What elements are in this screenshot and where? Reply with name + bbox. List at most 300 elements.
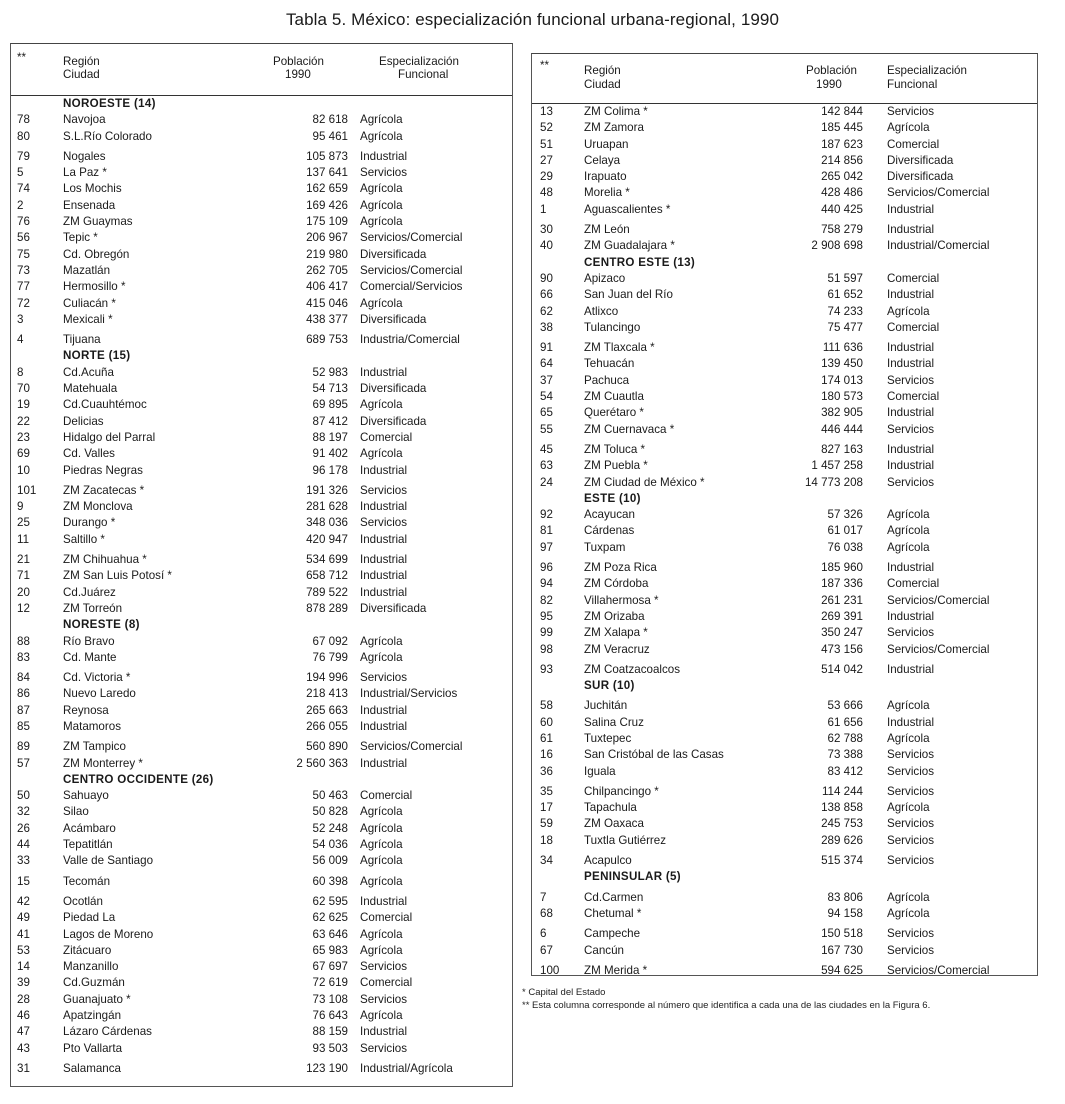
city-name: Querétaro * — [584, 406, 644, 420]
specialization-value: Industrial — [887, 223, 935, 237]
population-value: 265 042 — [821, 170, 863, 184]
city-number: 80 — [17, 129, 30, 143]
city-name: Tepatitlán — [63, 838, 113, 852]
city-number: 83 — [17, 650, 30, 664]
population-value: 245 753 — [821, 817, 863, 831]
city-name: Mazatlán — [63, 263, 111, 277]
population-value: 76 799 — [312, 650, 348, 664]
city-number: 7 — [540, 890, 547, 904]
city-number: 57 — [17, 756, 30, 770]
city-number: 58 — [540, 699, 553, 713]
table-row — [532, 764, 1037, 780]
table-row — [11, 165, 512, 181]
city-name: ZM Orizaba — [584, 609, 645, 623]
table-header — [532, 54, 1037, 104]
table-left — [10, 43, 513, 1087]
city-name: San Cristóbal de las Casas — [584, 748, 724, 762]
city-name: Tepic * — [63, 231, 98, 245]
specialization-value: Servicios/Comercial — [360, 740, 463, 754]
city-number: 81 — [540, 524, 553, 538]
region-name: CENTRO OCCIDENTE (26) — [63, 772, 214, 786]
population-value: 162 659 — [306, 182, 348, 196]
specialization-value: Comercial — [360, 789, 413, 803]
table-row — [532, 120, 1037, 136]
city-name: Cd.Acuña — [63, 365, 114, 379]
city-name: Tapachula — [584, 801, 637, 815]
specialization-value: Servicios/Comercial — [887, 593, 990, 607]
table-row — [532, 356, 1037, 372]
population-value: 123 190 — [306, 1061, 348, 1075]
specialization-value: Diversificada — [360, 382, 427, 396]
table-row — [11, 365, 512, 381]
header-functional: Funcional — [887, 78, 938, 91]
table-row — [11, 943, 512, 959]
table-row — [532, 373, 1037, 389]
city-name: Saltillo * — [63, 532, 105, 546]
table-row — [11, 230, 512, 246]
city-number: 24 — [540, 475, 553, 489]
city-name: Cd.Guzmán — [63, 976, 125, 990]
population-value: 69 895 — [312, 398, 348, 412]
city-name: ZM Cuernavaca * — [584, 422, 675, 436]
city-number: 54 — [540, 390, 553, 404]
table-row — [11, 804, 512, 820]
city-number: 95 — [540, 609, 553, 623]
city-name: ZM Colima * — [584, 105, 648, 118]
table-row — [11, 430, 512, 446]
city-name: Tuxtla Gutiérrez — [584, 833, 667, 847]
population-value: 187 336 — [821, 577, 863, 591]
population-value: 415 046 — [306, 296, 348, 310]
table-row — [532, 169, 1037, 185]
table-row — [11, 894, 512, 910]
city-number: 82 — [540, 593, 553, 607]
header-region: Región — [63, 55, 100, 68]
city-name: Acapulco — [584, 854, 632, 868]
specialization-value: Agrícola — [360, 447, 403, 461]
population-value: 54 713 — [312, 382, 348, 396]
specialization-value: Agrícola — [887, 731, 930, 745]
city-name: Apatzingán — [63, 1009, 122, 1023]
city-name: Iguala — [584, 764, 616, 778]
specialization-value: Agrícola — [887, 540, 930, 554]
city-name: Cancún — [584, 943, 624, 957]
city-name: Reynosa — [63, 703, 109, 717]
table-row — [11, 129, 512, 145]
city-number: 62 — [540, 304, 553, 318]
population-value: 83 806 — [827, 890, 863, 904]
city-number: 70 — [17, 382, 30, 396]
population-value: 206 967 — [306, 231, 348, 245]
table-row — [532, 104, 1037, 120]
table-row — [532, 523, 1037, 539]
specialization-value: Industrial/Agrícola — [360, 1061, 453, 1075]
specialization-value: Industrial — [887, 561, 935, 575]
city-number: 19 — [17, 398, 30, 412]
population-value: 61 656 — [827, 715, 863, 729]
city-number: 59 — [540, 817, 553, 831]
city-number: 76 — [17, 215, 30, 229]
city-number: 42 — [17, 894, 30, 908]
city-number: 16 — [540, 748, 553, 762]
table-row — [11, 515, 512, 531]
population-value: 65 983 — [312, 943, 348, 957]
specialization-value: Servicios — [360, 671, 408, 685]
city-number: 71 — [17, 569, 30, 583]
region-name: NORESTE (8) — [63, 618, 140, 632]
population-value: 56 009 — [312, 854, 348, 868]
city-number: 39 — [17, 976, 30, 990]
specialization-value: Agrícola — [887, 524, 930, 538]
city-number: 79 — [17, 149, 30, 163]
city-number: 30 — [540, 223, 553, 237]
city-name: ZM Tlaxcala * — [584, 341, 655, 355]
population-value: 1 457 258 — [811, 459, 863, 473]
specialization-value: Industrial — [360, 703, 408, 717]
city-number: 75 — [17, 247, 30, 261]
city-name: Piedras Negras — [63, 463, 143, 477]
specialization-value: Agrícola — [360, 805, 403, 819]
city-name: Lagos de Moreno — [63, 927, 154, 941]
table-row — [532, 340, 1037, 356]
table-row — [532, 943, 1037, 959]
population-value: 74 233 — [827, 304, 863, 318]
city-name: ZM Guadalajara * — [584, 239, 675, 253]
city-name: Pto Vallarta — [63, 1041, 123, 1055]
specialization-value: Servicios — [360, 483, 408, 497]
table-row — [11, 149, 512, 165]
city-name: Hidalgo del Parral — [63, 430, 156, 444]
city-number: 44 — [17, 838, 30, 852]
table-row — [11, 992, 512, 1008]
population-value: 446 444 — [821, 422, 863, 436]
specialization-value: Industrial — [360, 463, 408, 477]
city-number: 41 — [17, 927, 30, 941]
specialization-value: Servicios — [360, 516, 408, 530]
table-row — [532, 576, 1037, 592]
population-value: 111 636 — [822, 341, 863, 355]
population-value: 180 573 — [821, 390, 863, 404]
specialization-value: Industrial — [360, 719, 408, 733]
table-row — [532, 560, 1037, 576]
specialization-value: Diversificada — [360, 247, 427, 261]
population-value: 57 326 — [827, 508, 863, 522]
table-row — [11, 296, 512, 312]
specialization-value: Agrícola — [360, 650, 403, 664]
table-header — [11, 44, 512, 96]
specialization-value: Industria/Comercial — [360, 333, 460, 347]
city-number: 28 — [17, 992, 30, 1006]
specialization-value: Industrial — [360, 532, 408, 546]
specialization-value: Servicios/Comercial — [360, 263, 463, 277]
population-value: 789 522 — [306, 585, 348, 599]
population-value: 105 873 — [306, 149, 348, 163]
population-value: 185 445 — [821, 121, 863, 135]
population-value: 93 503 — [312, 1041, 348, 1055]
table-row — [11, 532, 512, 548]
city-number: 12 — [17, 601, 30, 615]
city-number: 13 — [540, 105, 553, 118]
specialization-value: Agrícola — [360, 838, 403, 852]
city-name: ZM Monclova — [63, 500, 133, 514]
region-header-row — [532, 869, 1037, 885]
population-value: 515 374 — [821, 854, 863, 868]
specialization-value: Servicios — [887, 748, 935, 762]
specialization-value: Servicios — [360, 1041, 408, 1055]
table-row — [11, 1041, 512, 1057]
city-number: 23 — [17, 430, 30, 444]
table-row — [11, 552, 512, 568]
specialization-value: Agrícola — [887, 890, 930, 904]
city-name: Apizaco — [584, 271, 626, 285]
population-value: 51 597 — [827, 271, 863, 285]
city-name: Salina Cruz — [584, 715, 644, 729]
city-name: ZM Córdoba — [584, 577, 649, 591]
population-value: 67 092 — [312, 634, 348, 648]
specialization-value: Servicios — [887, 764, 935, 778]
city-name: Lázaro Cárdenas — [63, 1025, 152, 1039]
specialization-value: Agrícola — [360, 1009, 403, 1023]
city-name: Cd. Valles — [63, 447, 115, 461]
population-value: 87 412 — [312, 414, 348, 428]
population-value: 191 326 — [306, 483, 348, 497]
footnote-column: ** Esta columna corresponde al número que identifica a cada una de las ciudades en la Figura 6. — [522, 1000, 931, 1011]
city-name: Nuevo Laredo — [63, 687, 136, 701]
specialization-value: Diversificada — [360, 414, 427, 428]
specialization-value: Agrícola — [887, 906, 930, 920]
city-number: 100 — [540, 963, 560, 977]
specialization-value: Industrial/Comercial — [887, 239, 990, 253]
city-number: 60 — [540, 715, 553, 729]
city-name: ZM Oaxaca — [584, 817, 644, 831]
city-name: Ensenada — [63, 198, 116, 212]
city-number: 35 — [540, 784, 553, 798]
table-row — [11, 910, 512, 926]
city-name: Campeche — [584, 927, 641, 941]
city-number: 69 — [17, 447, 30, 461]
table-row — [11, 686, 512, 702]
city-number: 38 — [540, 320, 553, 334]
specialization-value: Servicios — [887, 833, 935, 847]
specialization-value: Industrial — [887, 406, 935, 420]
population-value: 219 980 — [306, 247, 348, 261]
population-value: 261 231 — [821, 593, 863, 607]
city-name: ZM León — [584, 223, 630, 237]
table-row — [532, 202, 1037, 218]
table-row — [532, 540, 1037, 556]
city-name: Cd.Cuauhtémoc — [63, 398, 147, 412]
city-name: Villahermosa * — [584, 593, 659, 607]
population-value: 61 017 — [827, 524, 863, 538]
region-name: SUR (10) — [584, 679, 635, 693]
city-number: 8 — [17, 365, 24, 379]
city-number: 55 — [540, 422, 553, 436]
city-number: 84 — [17, 671, 30, 685]
population-value: 60 398 — [312, 874, 348, 888]
specialization-value: Agrícola — [360, 198, 403, 212]
city-number: 14 — [17, 960, 30, 974]
population-value: 187 623 — [821, 137, 863, 151]
specialization-value: Comercial — [887, 577, 940, 591]
population-value: 50 828 — [312, 805, 348, 819]
table-row — [11, 397, 512, 413]
specialization-value: Diversificada — [887, 153, 954, 167]
header-year: 1990 — [285, 68, 311, 81]
population-value: 406 417 — [306, 280, 348, 294]
city-number: 51 — [540, 137, 553, 151]
specialization-value: Agrícola — [887, 508, 930, 522]
population-value: 150 518 — [821, 927, 863, 941]
city-name: Celaya — [584, 153, 621, 167]
city-name: ZM Toluca * — [584, 442, 645, 456]
city-number: 46 — [17, 1009, 30, 1023]
specialization-value: Industrial — [360, 500, 408, 514]
city-name: Sahuayo — [63, 789, 109, 803]
region-name: NORTE (15) — [63, 349, 131, 363]
city-number: 37 — [540, 373, 553, 387]
specialization-value: Industrial — [887, 442, 935, 456]
table-row — [532, 784, 1037, 800]
specialization-value: Industrial — [887, 662, 935, 676]
city-name: San Juan del Río — [584, 288, 673, 302]
city-number: 86 — [17, 687, 30, 701]
city-name: Uruapan — [584, 137, 629, 151]
region-header-row — [11, 96, 512, 112]
region-name: CENTRO ESTE (13) — [584, 255, 696, 269]
population-value: 82 618 — [312, 113, 348, 127]
city-number: 67 — [540, 943, 553, 957]
city-number: 65 — [540, 406, 553, 420]
city-number: 101 — [17, 483, 37, 497]
specialization-value: Comercial — [887, 137, 940, 151]
specialization-value: Servicios — [887, 817, 935, 831]
population-value: 658 712 — [306, 569, 348, 583]
city-name: ZM Tampico — [63, 740, 126, 754]
specialization-value: Servicios — [360, 166, 408, 180]
city-number: 9 — [17, 500, 24, 514]
population-value: 281 628 — [306, 500, 348, 514]
specialization-value: Comercial — [360, 976, 413, 990]
specialization-value: Agrícola — [887, 121, 930, 135]
table-row — [532, 642, 1037, 658]
city-name: Mexicali * — [63, 312, 113, 326]
table-row — [11, 853, 512, 869]
specialization-value: Industrial — [887, 288, 935, 302]
population-value: 214 856 — [821, 153, 863, 167]
city-name: Matamoros — [63, 719, 121, 733]
specialization-value: Comercial — [887, 320, 940, 334]
city-number: 64 — [540, 357, 553, 371]
population-value: 440 425 — [821, 202, 863, 216]
table-row — [11, 279, 512, 295]
population-value: 689 753 — [306, 333, 348, 347]
population-value: 138 858 — [821, 801, 863, 815]
table-row — [11, 112, 512, 128]
city-number: 61 — [540, 731, 553, 745]
table-row — [532, 304, 1037, 320]
city-number: 63 — [540, 459, 553, 473]
table-body — [11, 96, 512, 1077]
city-number: 22 — [17, 414, 30, 428]
city-number: 1 — [540, 202, 547, 216]
specialization-value: Agrícola — [360, 874, 403, 888]
city-number: 72 — [17, 296, 30, 310]
city-number: 20 — [17, 585, 30, 599]
table-row — [532, 153, 1037, 169]
table-row — [11, 821, 512, 837]
city-name: ZM Guaymas — [63, 215, 133, 229]
specialization-value: Industrial — [360, 585, 408, 599]
table-row — [11, 959, 512, 975]
city-number: 6 — [540, 927, 547, 941]
specialization-value: Agrícola — [887, 304, 930, 318]
population-value: 62 595 — [312, 894, 348, 908]
page-title: Tabla 5. México: especialización funcional urbana-regional, 1990 — [285, 10, 780, 29]
table-row — [11, 214, 512, 230]
table-row — [532, 507, 1037, 523]
specialization-value: Industrial — [360, 553, 408, 567]
city-name: Cd. Victoria * — [63, 671, 131, 685]
specialization-value: Servicios — [887, 105, 935, 118]
city-name: Culiacán * — [63, 296, 116, 310]
population-value: 262 705 — [306, 263, 348, 277]
specialization-value: Servicios — [887, 626, 935, 640]
table-row — [532, 926, 1037, 942]
footnotes — [522, 986, 930, 1012]
city-number: 85 — [17, 719, 30, 733]
city-number: 87 — [17, 703, 30, 717]
population-value: 473 156 — [821, 642, 863, 656]
population-value: 53 666 — [827, 699, 863, 713]
population-value: 2 560 363 — [296, 756, 348, 770]
city-name: Cd. Obregón — [63, 247, 130, 261]
table-right — [531, 53, 1038, 976]
specialization-value: Servicios — [887, 422, 935, 436]
city-name: Los Mochis — [63, 182, 122, 196]
city-name: Atlixco — [584, 304, 619, 318]
specialization-value: Agrícola — [360, 943, 403, 957]
table-row — [532, 458, 1037, 474]
footnote-capital: * Capital del Estado — [522, 987, 606, 998]
specialization-value: Servicios — [887, 854, 935, 868]
city-name: Tecomán — [63, 874, 111, 888]
table-row — [11, 585, 512, 601]
header-region: Región — [584, 64, 621, 77]
city-name: Tuxpam — [584, 540, 626, 554]
population-value: 76 643 — [312, 1009, 348, 1023]
city-name: Tulancingo — [584, 320, 641, 334]
table-row — [532, 833, 1037, 849]
population-value: 175 109 — [306, 215, 348, 229]
city-number: 56 — [17, 231, 30, 245]
city-number: 31 — [17, 1061, 30, 1075]
population-value: 438 377 — [306, 312, 348, 326]
city-number: 77 — [17, 280, 30, 294]
table-row — [532, 222, 1037, 238]
header-specialization: Especialización — [887, 64, 967, 77]
table-row — [532, 475, 1037, 491]
table-body — [532, 104, 1037, 979]
table-row — [532, 185, 1037, 201]
city-name: Cd. Mante — [63, 650, 117, 664]
region-name: PENINSULAR (5) — [584, 870, 681, 884]
population-value: 75 477 — [827, 320, 863, 334]
table-row — [532, 271, 1037, 287]
population-value: 50 463 — [312, 789, 348, 803]
table-row — [532, 698, 1037, 714]
city-name: Chilpancingo * — [584, 784, 659, 798]
table-row — [532, 389, 1037, 405]
